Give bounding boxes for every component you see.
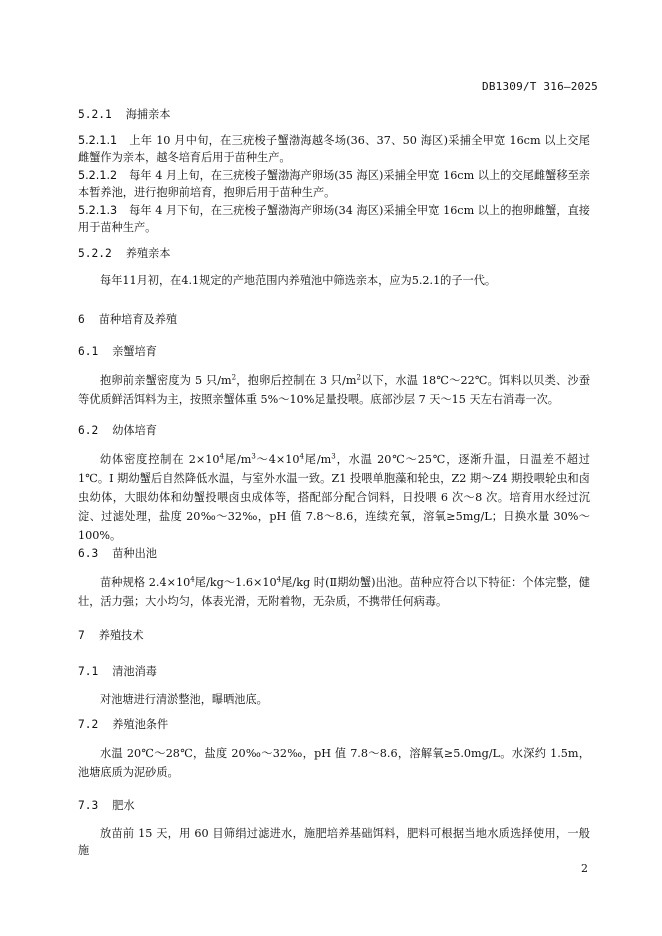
- heading-5-2-1: 5.2.1 海捕亲本: [78, 108, 171, 121]
- paragraph-7-2: 水温 20℃～28℃，盐度 20‰～32‰，pH 值 7.8～8.6，溶解氧≥5.0mg/L。水深约 1.5m，池塘底质为泥砂质。: [78, 747, 590, 779]
- page-number: 2: [581, 862, 588, 875]
- paragraph-7-1: 对池塘进行清淤整池，曝晒池底。: [100, 693, 268, 706]
- paragraph-7-3: 放苗前 15 天，用 60 目筛绢过滤进水，施肥培养基础饵料，肥料可根据当地水质选择使用，一般施: [78, 827, 590, 857]
- paragraph-6-1: 抱卵前亲蟹密度为 5 只$/m^2$，抱卵后控制在 3 只$/m^2$以下，水温 18℃～22℃。饵料以贝类、沙蚕等优质鲜活饵料为主，按照亲蟹体重 5%～10%足量投喂。底部沙层 7 天～15 天左右消毒一次。: [78, 373, 591, 406]
- heading-6: 6 苗种培育及养殖: [78, 313, 178, 326]
- heading-5-2-2: 5.2.2 养殖亲本: [78, 247, 171, 260]
- heading-7-2: 7.2 养殖池条件: [78, 718, 169, 731]
- paragraph-6-3: 苗种规格 $2.4\times 10^4$尾$/kg\sim 1.6\times 10^4$尾/kg 时(Ⅱ期幼蟹)出池。苗种应符合以下特征：个体完整，健壮，活力强；大小均匀，体表光滑，无附着物，无杂质，不携带任何病毒。: [78, 575, 590, 608]
- clause-5-2-1-1: 5.2.1.1 上年 10 月中旬，在三疣梭子蟹渤海越冬场(36、37、50 海区)采捕全甲宽 16cm 以上交尾雌蟹作为亲本，越冬培育后用于苗种生产。: [78, 134, 590, 164]
- paragraph-5-2-2: 每年11月初，在4.1规定的产地范围内养殖池中筛选亲本，应为5.2.1的子一代。: [100, 274, 497, 287]
- heading-6-2: 6.2 幼体培育: [78, 424, 157, 437]
- heading-6-1: 6.1 亲蟹培育: [78, 345, 157, 358]
- clause-5-2-1-2: 5.2.1.2 每年 4 月上旬，在三疣梭子蟹渤海产卵场(35 海区)采捕全甲宽 16cm 以上的交尾雌蟹移至亲本暂养池，进行抱卵前培育，抱卵后用于苗种生产。: [78, 169, 590, 199]
- document-code: DB1309/T 316—2025: [482, 80, 598, 93]
- paragraph-6-2: 幼体密度控制在 $2\times 10^4$尾$/m^3\sim 4\times 10^4$尾$/m^3$，水温 20℃～25℃，逐渐升温，日温差不超过 1℃。I 期幼蟹后自然降低水温，与室外水温一致。Z1 投喂单胞藻和轮虫，Z2 期～Z4 期投喂轮虫和卤虫幼体，大眼幼体和幼蟹投喂卤虫成体等，搭配部分配合饲料，日投喂 6 次～8 次。培育用水经过沉淀、过滤处理，盐度 20‰～32‰，pH 值 7.8～8.6，连续充氧，溶氧≥5mg/L；日换水量 30%～100%。: [78, 452, 590, 542]
- heading-7: 7 养殖技术: [78, 629, 144, 642]
- heading-6-3: 6.3 苗种出池: [78, 547, 157, 560]
- clause-5-2-1-3: 5.2.1.3 每年 4 月下旬，在三疣梭子蟹渤海产卵场(34 海区)采捕全甲宽 16cm 以上的抱卵雌蟹，直接用于苗种生产。: [78, 204, 590, 234]
- heading-7-1: 7.1 清池消毒: [78, 665, 157, 678]
- heading-7-3: 7.3 肥水: [78, 799, 135, 812]
